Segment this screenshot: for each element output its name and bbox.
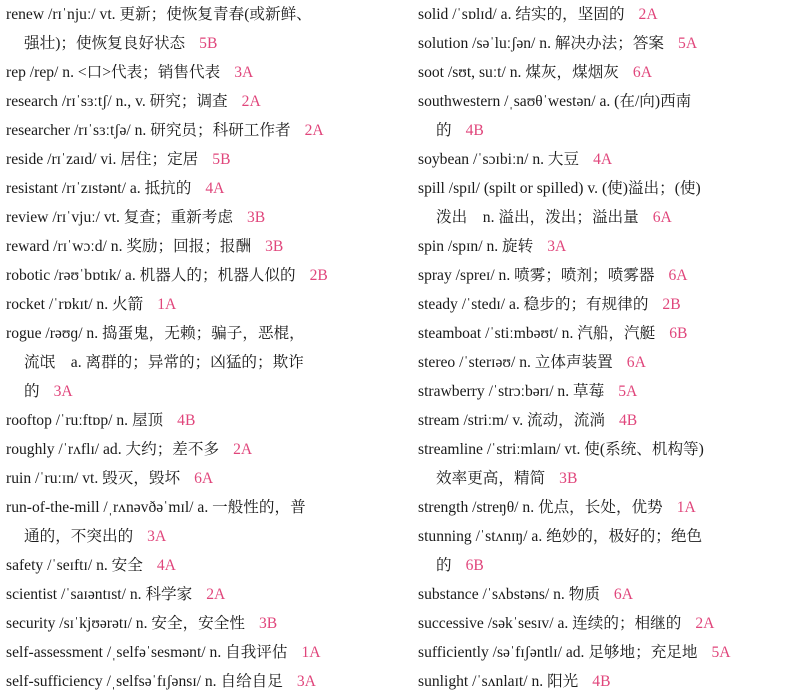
entry-text: spray /spreɪ/ n. 喷雾；喷剂；喷雾器	[418, 267, 655, 284]
unit-reference: 2B	[309, 267, 328, 284]
unit-reference: 3B	[246, 209, 266, 226]
glossary-entry	[418, 0, 800, 29]
entry-continuation: 泼出 n. 溢出，泼出；溢出量	[436, 209, 639, 226]
entry-text: rep /rep/ n. <口>代表；销售代表	[6, 64, 221, 81]
entry-text: reside /rɪˈzaɪd/ vi. 居住；定居	[6, 151, 199, 168]
entry-text: renew /rɪˈnjuː/ vt. 更新；使恢复青春(或新鲜、	[6, 6, 312, 23]
glossary-entry	[418, 435, 800, 493]
glossary-entry	[418, 522, 800, 580]
glossary-entry	[6, 435, 394, 464]
entry-text: roughly /ˈrʌflɪ/ ad. 大约；差不多	[6, 441, 220, 458]
unit-reference: 1A	[301, 644, 321, 661]
glossary-entry	[6, 319, 394, 406]
glossary-entry	[6, 145, 394, 174]
glossary-entry	[6, 58, 394, 87]
glossary-entry	[418, 406, 800, 435]
unit-reference: 3A	[547, 238, 567, 255]
entry-text: spin /spɪn/ n. 旋转	[418, 238, 534, 255]
entry-text: rooftop /ˈruːftɒp/ n. 屋顶	[6, 412, 164, 429]
glossary-entry	[6, 290, 394, 319]
unit-reference: 6B	[669, 325, 688, 342]
glossary-entry	[6, 551, 394, 580]
entry-text: run-of-the-mill /ˌrʌnəvðəˈmɪl/ a. 一般性的，普	[6, 499, 306, 516]
entry-text: southwestern /ˌsaʊθˈwestən/ a. (在/向)西南	[418, 93, 692, 110]
glossary-entry	[418, 580, 800, 609]
glossary-entry	[6, 116, 394, 145]
unit-reference: 4B	[618, 412, 638, 429]
unit-reference: 4B	[592, 673, 611, 690]
unit-reference: 6A	[652, 209, 672, 226]
entry-text: successive /səkˈsesɪv/ a. 连续的；相继的	[418, 615, 682, 632]
glossary-entry	[418, 87, 800, 145]
entry-text: solution /səˈluːʃən/ n. 解决办法；答案	[418, 35, 665, 52]
glossary-entry	[6, 638, 394, 667]
unit-reference: 6A	[194, 470, 214, 487]
unit-reference: 5A	[678, 35, 698, 52]
unit-reference: 3B	[265, 238, 284, 255]
unit-reference: 3A	[234, 64, 254, 81]
unit-reference: 4B	[177, 412, 196, 429]
glossary-entry	[6, 580, 394, 609]
unit-reference: 4A	[205, 180, 225, 197]
unit-reference: 3A	[147, 528, 167, 545]
entry-text: sufficiently /səˈfɪʃəntlɪ/ ad. 足够地；充足地	[418, 644, 698, 661]
glossary-entry	[6, 87, 394, 116]
entry-text: strength /streŋθ/ n. 优点，长处，优势	[418, 499, 663, 516]
entry-text: resistant /rɪˈzɪstənt/ a. 抵抗的	[6, 180, 192, 197]
unit-reference: 6B	[465, 557, 484, 574]
entry-text: stunning /ˈstʌnɪŋ/ a. 绝妙的，极好的；绝色	[418, 528, 703, 545]
glossary-entry	[6, 0, 394, 58]
entry-text: safety /ˈseɪftɪ/ n. 安全	[6, 557, 143, 574]
unit-reference: 5B	[199, 35, 218, 52]
entry-text: steady /ˈstedɪ/ a. 稳步的；有规律的	[418, 296, 649, 313]
glossary-entry	[418, 319, 800, 348]
entry-text: rocket /ˈrɒkɪt/ n. 火箭	[6, 296, 144, 313]
unit-reference: 6A	[626, 354, 646, 371]
entry-text: spill /spɪl/ (spilt or spilled) v. (使)溢出；(使)	[418, 180, 701, 197]
unit-reference: 6A	[632, 64, 652, 81]
entry-text: stereo /ˈsterɪəʊ/ n. 立体声装置	[418, 354, 613, 371]
entry-text: stream /striːm/ v. 流动，流淌	[418, 412, 605, 429]
glossary-entry	[418, 377, 800, 406]
entry-text: ruin /ˈruːɪn/ vt. 毁灭，毁坏	[6, 470, 181, 487]
glossary-entry	[6, 609, 394, 638]
entry-text: rogue /rəʊɡ/ n. 捣蛋鬼，无赖；骗子，恶棍，	[6, 325, 305, 342]
entry-text: scientist /ˈsaɪəntɪst/ n. 科学家	[6, 586, 193, 603]
unit-reference: 2A	[241, 93, 261, 110]
entry-continuation: 效率更高，精简	[436, 470, 546, 487]
entry-text: substance /ˈsʌbstəns/ n. 物质	[418, 586, 600, 603]
unit-reference: 3B	[559, 470, 578, 487]
entry-text: review /rɪˈvjuː/ vt. 复查；重新考虑	[6, 209, 233, 226]
entry-continuation: 强壮)；使恢复良好状态	[24, 35, 186, 52]
glossary-entry	[6, 203, 394, 232]
unit-reference: 2B	[662, 296, 681, 313]
unit-reference: 5A	[711, 644, 731, 661]
glossary-entry	[418, 174, 800, 232]
entry-text: self-sufficiency /ˌselfsəˈfɪʃənsɪ/ n. 自给自足	[6, 673, 283, 690]
entry-text: soybean /ˈsɔɪbiːn/ n. 大豆	[418, 151, 580, 168]
unit-reference: 5B	[212, 151, 231, 168]
unit-reference: 4B	[465, 122, 484, 139]
glossary-entry	[418, 232, 800, 261]
unit-reference: 3B	[258, 615, 278, 632]
unit-reference: 4A	[593, 151, 613, 168]
glossary-entry	[6, 232, 394, 261]
glossary-entry	[418, 638, 800, 667]
glossary-entry	[418, 145, 800, 174]
unit-reference: 1A	[676, 499, 696, 516]
entry-text: solid /ˈsɒlɪd/ a. 结实的，坚固的	[418, 6, 625, 23]
glossary-entry	[418, 29, 800, 58]
glossary-entry	[418, 493, 800, 522]
unit-reference: 4A	[156, 557, 176, 574]
entry-continuation: 的	[436, 557, 452, 574]
entry-continuation: 的	[24, 383, 40, 400]
entry-text: robotic /rəʊˈbɒtɪk/ a. 机器人的；机器人似的	[6, 267, 296, 284]
unit-reference: 2A	[304, 122, 324, 139]
unit-reference: 6A	[613, 586, 633, 603]
unit-reference: 6A	[668, 267, 688, 284]
entry-text: self-assessment /ˌselfəˈsesmənt/ n. 自我评估	[6, 644, 288, 661]
glossary-entry	[6, 464, 394, 493]
entry-continuation: 通的，不突出的	[24, 528, 134, 545]
glossary-entry	[418, 290, 800, 319]
entry-continuation: 的	[436, 122, 452, 139]
entry-text: sunlight /ˈsʌnlaɪt/ n. 阳光	[418, 673, 579, 690]
right-column	[418, 0, 800, 696]
left-column	[6, 0, 394, 696]
glossary-entry	[418, 348, 800, 377]
entry-continuation: 流氓 a. 离群的；异常的；凶猛的；欺诈	[24, 354, 304, 371]
entry-text: research /rɪˈsɜːtʃ/ n., v. 研究；调查	[6, 93, 228, 110]
entry-text: researcher /rɪˈsɜːtʃə/ n. 研究员；科研工作者	[6, 122, 291, 139]
unit-reference: 2A	[638, 6, 658, 23]
glossary-entry	[6, 174, 394, 203]
glossary-entry	[418, 609, 800, 638]
entry-text: strawberry /ˈstrɔːbərɪ/ n. 草莓	[418, 383, 605, 400]
glossary-entry	[418, 261, 800, 290]
glossary-entry	[6, 493, 394, 551]
unit-reference: 3A	[53, 383, 73, 400]
unit-reference: 2A	[233, 441, 253, 458]
glossary-entry	[6, 406, 394, 435]
glossary-entry	[418, 667, 800, 696]
entry-text: reward /rɪˈwɔːd/ n. 奖励；回报；报酬	[6, 238, 252, 255]
entry-text: steamboat /ˈstiːmbəʊt/ n. 汽船，汽艇	[418, 325, 656, 342]
unit-reference: 5A	[618, 383, 638, 400]
unit-reference: 1A	[157, 296, 177, 313]
glossary-entry	[6, 667, 394, 696]
unit-reference: 2A	[695, 615, 715, 632]
glossary-entry	[418, 58, 800, 87]
entry-text: security /sɪˈkjʊərətɪ/ n. 安全，安全性	[6, 615, 245, 632]
unit-reference: 3A	[296, 673, 316, 690]
entry-text: soot /sʊt, suːt/ n. 煤灰，煤烟灰	[418, 64, 619, 81]
unit-reference: 2A	[206, 586, 226, 603]
glossary-entry	[6, 261, 394, 290]
entry-text: streamline /ˈstriːmlaɪn/ vt. 使(系统、机构等)	[418, 441, 704, 458]
